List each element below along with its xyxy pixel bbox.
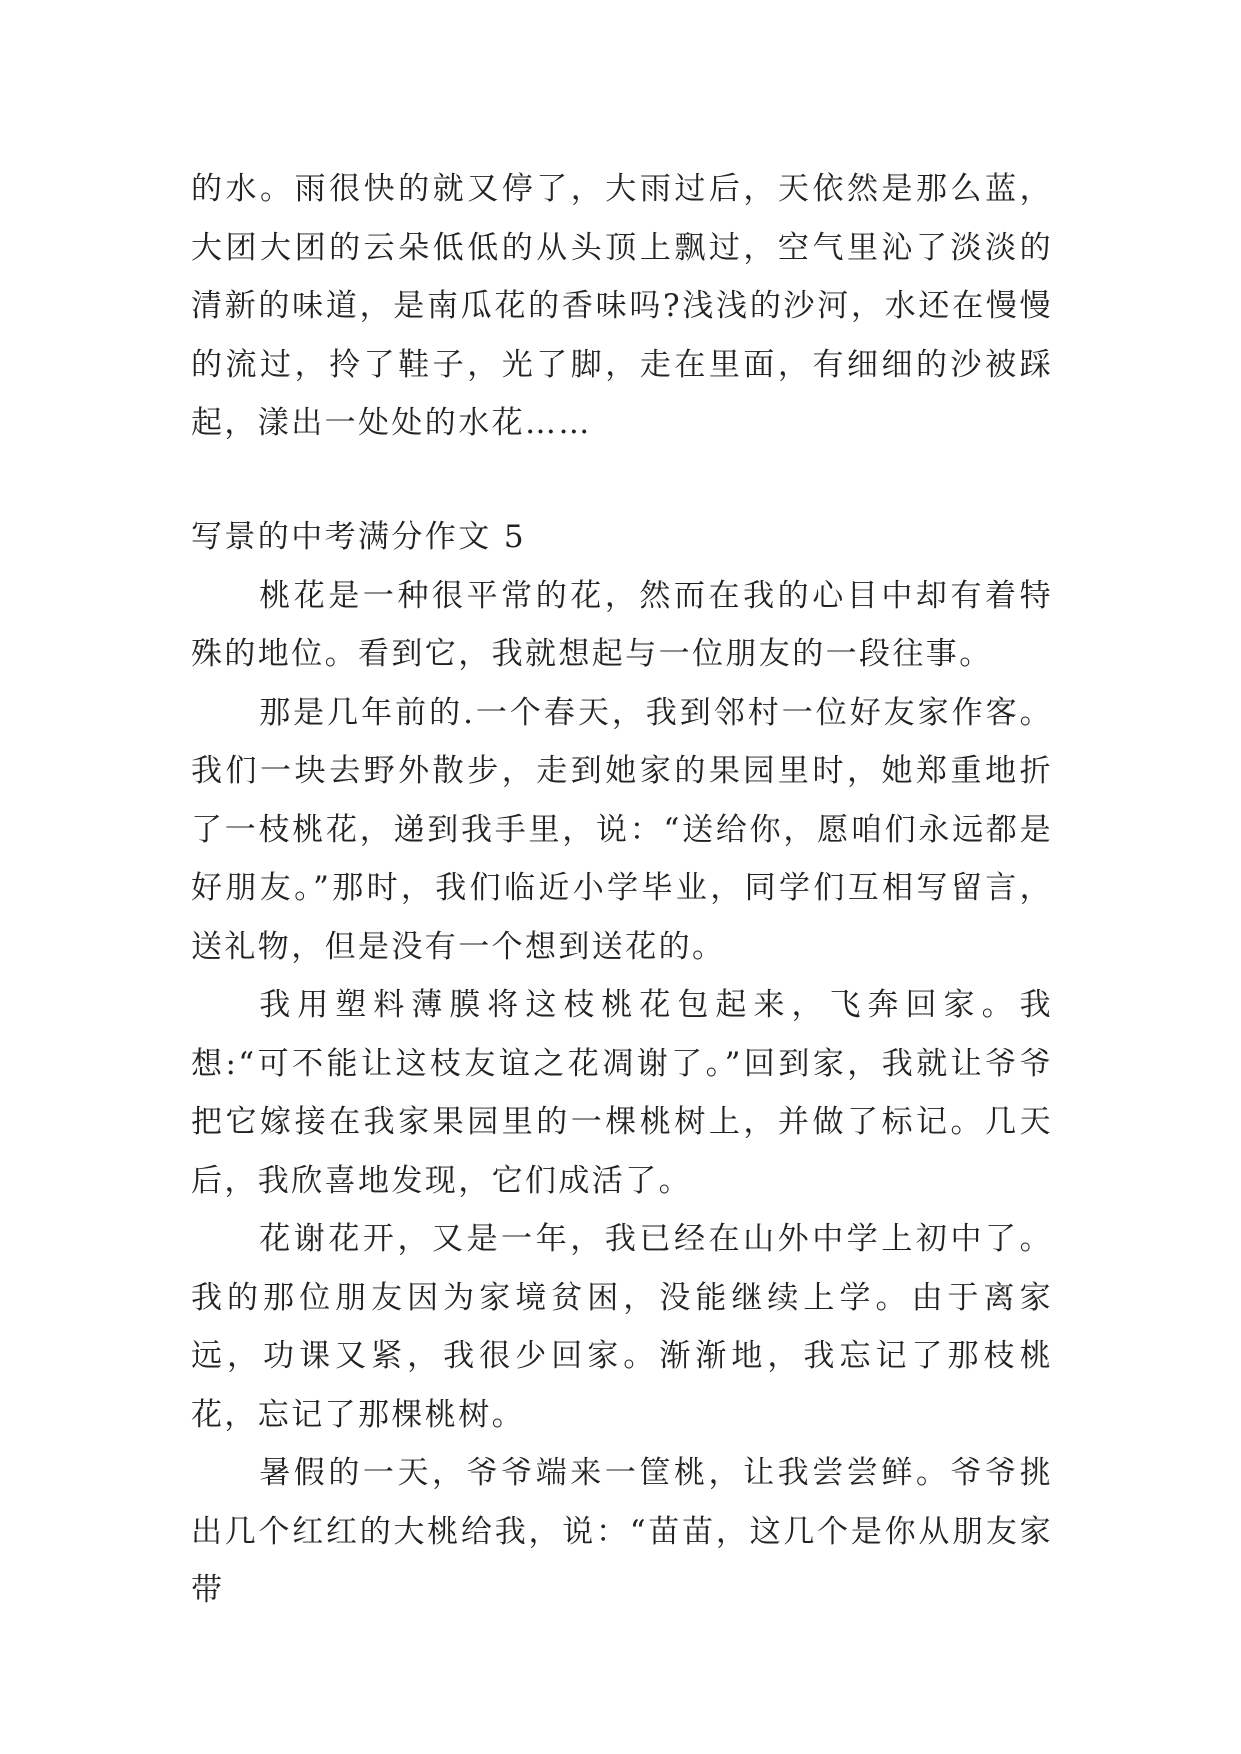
paragraph-1: 桃花是一种很平常的花，然而在我的心目中却有着特殊的地位。看到它，我就想起与一位朋友的一段往事。 xyxy=(191,577,1053,672)
paragraph-2: 那是几年前的.一个春天，我到邻村一位好友家作客。我们一块去野外散步，走到她家的果园里时，她郑重地折了一枝桃花，递到我手里，说：“送给你，愿咱们永远都是好朋友。”那时，我们临近小学毕业，同学们互相写留言，送礼物，但是没有一个想到送花的。 xyxy=(191,694,1053,965)
continuation-block xyxy=(191,160,1053,453)
essay-section xyxy=(191,508,1053,1620)
section-title: 写景的中考满分作文 5 xyxy=(191,519,526,555)
paragraph-4: 花谢花开，又是一年，我已经在山外中学上初中了。我的那位朋友因为家境贫困，没能继续上学。由于离家远，功课又紧，我很少回家。渐渐地，我忘记了那枝桃花，忘记了那棵桃树。 xyxy=(191,1221,1053,1433)
paragraph-3: 我用塑料薄膜将这枝桃花包起来，飞奔回家。我想:“可不能让这枝友谊之花凋谢了。”回到家，我就让爷爷把它嫁接在我家果园里的一棵桃树上，并做了标记。几天后，我欣喜地发现，它们成活了。 xyxy=(191,987,1053,1199)
paragraph-5: 暑假的一天，爷爷端来一筐桃，让我尝尝鲜。爷爷挑出几个红红的大桃给我，说：“苗苗，这几个是你从朋友家带 xyxy=(191,1455,1053,1608)
continuation-paragraph: 的水。雨很快的就又停了，大雨过后，天依然是那么蓝，大团大团的云朵低低的从头顶上飘过，空气里沁了淡淡的清新的味道，是南瓜花的香味吗?浅浅的沙河，水还在慢慢的流过，拎了鞋子，光了脚，走在里面，有细细的沙被踩起，漾出一处处的水花…… xyxy=(191,171,1053,441)
